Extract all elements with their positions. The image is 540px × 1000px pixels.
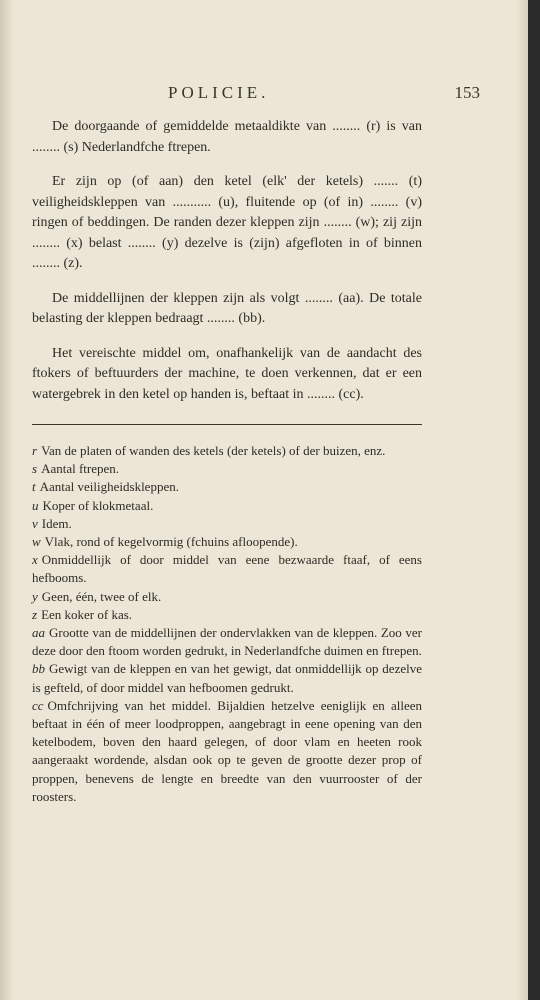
- footnote: [32, 515, 422, 533]
- paragraph: Het vereischte middel om, onafhankelijk van de aandacht des ftokers of beftuurders der machine, te doen verkennen, dat er een watergebrek in den ketel op handen is, beftaat in ........ (cc).: [32, 345, 422, 402]
- footnote-mark: u: [32, 497, 39, 513]
- footnote: [32, 624, 422, 660]
- footnote-divider: [32, 424, 422, 425]
- paragraph: Er zijn op (of aan) den ketel (elk' der ketels) ....... (t) veiligheidskleppen van ........... (u), fluitende op (of in) ........ (v) ringen of beddingen. De randen dezer kleppen zijn ........ (w); zij zijn ........ (x) belast ........ (y) dezelve is (zijn) afgefloten in of binnen ........ (z).: [32, 174, 422, 271]
- paragraph: De middellijnen der kleppen zijn als volgt ........ (aa). De totale belasting der kleppen bedraagt ........ (bb).: [32, 290, 422, 326]
- footnote-mark: bb: [32, 661, 45, 677]
- footnote: [32, 533, 422, 551]
- footnote-text: Koper of klokmetaal.: [42, 497, 154, 513]
- footnote-mark: r: [32, 443, 38, 458]
- footnote: [32, 588, 422, 606]
- footnote-text: Een koker of kas.: [41, 606, 133, 622]
- footnote: [32, 606, 422, 624]
- footnote-mark: z: [32, 606, 38, 622]
- footnote: [32, 497, 422, 515]
- footnote-mark: s: [32, 461, 38, 477]
- main-text: [32, 117, 422, 419]
- footnote-text: Grootte van de middellijnen der ondervlakken van de kleppen. Zoo ver deze door den ftoom worden gedrukt, in Nederlandfche duimen en ftrepen.: [32, 625, 422, 659]
- footnotes: [32, 442, 422, 806]
- footnote-mark: v: [32, 515, 38, 531]
- footnote-text: Onmiddellijk of door middel van eene bezwaarde ftaaf, of eens hefbooms.: [32, 552, 422, 586]
- footnote: [32, 460, 422, 478]
- footnote-text: Geen, één, twee of elk.: [41, 588, 162, 604]
- footnote: [32, 478, 422, 496]
- paragraph: De doorgaande of gemiddelde metaaldikte van ........ (r) is van ........ (s) Nederlandfche ftrepen.: [32, 119, 422, 155]
- footnote-text: Van de platen of wanden des ketels (der ketels) of der buizen, enz.: [41, 443, 386, 458]
- page-header: [0, 83, 528, 105]
- footnote-mark: w: [32, 534, 41, 550]
- footnote: [32, 551, 422, 587]
- footnote-text: Vlak, rond of kegelvormig (fchuins afloopende).: [44, 534, 298, 550]
- footnote: [32, 697, 422, 806]
- page-edge-shadow: [516, 0, 528, 1000]
- footnote: [32, 442, 422, 460]
- footnote-text: Idem.: [41, 515, 72, 531]
- footnote-text: Omfchrijving van het middel. Bijaldien hetzelve eeniglijk en alleen beftaat in één of meer loodproppen, aangebragt in eene opening van den ketelbodem, boven den haard gelegen, of door vlam en heeten rook aangeraakt wordende, alsdan ook op te geven de grootte dezer prop of proppen, benevens de lengte en breedte van den vuurrooster of der roosters.: [32, 697, 422, 804]
- page-number: 153: [454, 83, 480, 102]
- footnote: [32, 660, 422, 696]
- footnote-mark: t: [32, 479, 36, 495]
- running-title: POLICIE.: [168, 83, 270, 102]
- footnote-text: Aantal veiligheidskleppen.: [39, 479, 179, 495]
- page-spine-shadow: [0, 0, 14, 1000]
- footnote-mark: aa: [32, 625, 45, 641]
- footnote-mark: x: [32, 552, 38, 568]
- footnote-mark: y: [32, 588, 38, 604]
- footnote-text: Gewigt van de kleppen en van het gewigt, dat onmiddellijk op dezelve is gefteld, of door middel van hefboomen gedrukt.: [32, 661, 422, 695]
- footnote-text: Aantal ftrepen.: [41, 461, 120, 477]
- footnote-mark: cc: [32, 697, 44, 713]
